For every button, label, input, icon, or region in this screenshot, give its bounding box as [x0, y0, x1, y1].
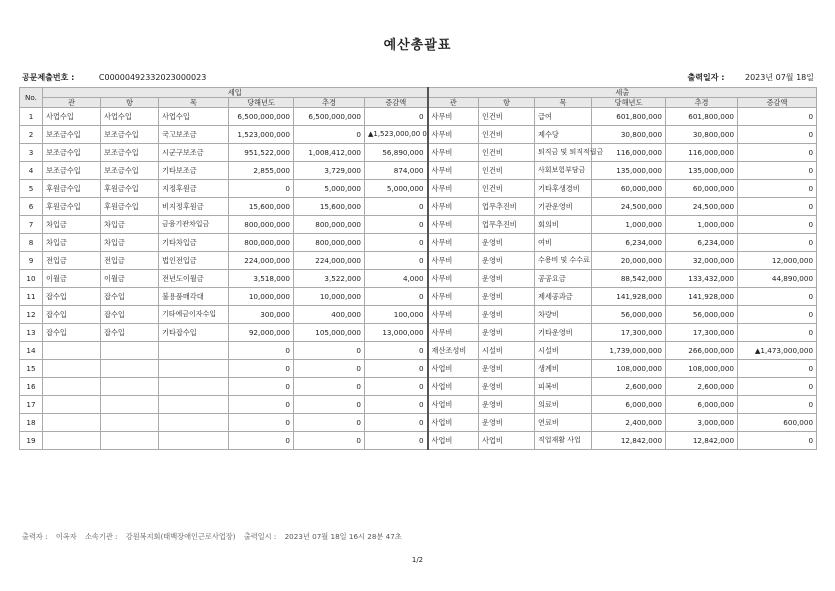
expense-gwan-cell: 사무비	[428, 180, 479, 198]
income-mok-cell: 사업수입	[159, 108, 229, 126]
income-gwan-cell: 잡수입	[43, 324, 101, 342]
expense-hang-cell: 운영비	[479, 288, 535, 306]
row-number: 7	[20, 216, 43, 234]
expense-mok-cell: 생계비	[535, 360, 592, 378]
expense-mok-cell: 차량비	[535, 306, 592, 324]
income-hang-cell	[101, 414, 159, 432]
org-value: 강원복지회(태백장애인근로사업장)	[125, 532, 236, 541]
expense-mok-cell: 의료비	[535, 396, 592, 414]
expense-gwan-cell: 사무비	[428, 126, 479, 144]
expense-mok-cell: 기타운영비	[535, 324, 592, 342]
income-gwan-cell: 보조금수입	[43, 126, 101, 144]
table-row	[20, 144, 817, 162]
income-change-cell: 0	[365, 216, 428, 234]
expense-current-cell: 1,000,000	[592, 216, 666, 234]
expense-gwan-cell: 사업비	[428, 432, 479, 450]
expense-supplementary-cell: 6,000,000	[666, 396, 738, 414]
expense-change-cell: 0	[738, 198, 817, 216]
income-change-cell: 0	[365, 360, 428, 378]
income-current-cell: 1,523,000,000	[229, 126, 294, 144]
income-change-cell: 0	[365, 234, 428, 252]
table-row	[20, 360, 817, 378]
income-mok-cell: 시군구보조금	[159, 144, 229, 162]
row-number: 15	[20, 360, 43, 378]
income-change-cell: 0	[365, 342, 428, 360]
expense-supplementary-cell: 24,500,000	[666, 198, 738, 216]
page-number: 1/2	[411, 556, 424, 564]
income-current-cell: 0	[229, 396, 294, 414]
income-supplementary-cell: 6,500,000,000	[294, 108, 365, 126]
expense-hang-cell: 운영비	[479, 306, 535, 324]
row-number: 5	[20, 180, 43, 198]
expense-current-cell: 12,842,000	[592, 432, 666, 450]
income-gwan-cell: 사업수입	[43, 108, 101, 126]
expense-mok-cell: 공공요금	[535, 270, 592, 288]
expense-gwan-cell: 사무비	[428, 306, 479, 324]
income-mok-cell: 금융기관차입금	[159, 216, 229, 234]
print-time-label: 출력일시 :	[243, 532, 277, 541]
expense-mok-cell: 퇴직금 및 퇴직적립금	[535, 144, 592, 162]
expense-change-cell: 44,890,000	[738, 270, 817, 288]
income-hang-cell: 보조금수입	[101, 144, 159, 162]
expense-gwan-cell: 사업비	[428, 378, 479, 396]
income-supplementary-cell: 10,000,000	[294, 288, 365, 306]
table-row	[20, 252, 817, 270]
row-number: 6	[20, 198, 43, 216]
expense-supplementary-cell: 3,000,000	[666, 414, 738, 432]
header-income-supplementary: 추경	[294, 98, 365, 108]
income-hang-cell	[101, 396, 159, 414]
header-income: 세입	[43, 88, 428, 98]
income-current-cell: 800,000,000	[229, 234, 294, 252]
expense-supplementary-cell: 17,300,000	[666, 324, 738, 342]
expense-hang-cell: 운영비	[479, 378, 535, 396]
income-current-cell: 300,000	[229, 306, 294, 324]
row-number: 3	[20, 144, 43, 162]
income-mok-cell: 기타차입금	[159, 234, 229, 252]
income-hang-cell: 이월금	[101, 270, 159, 288]
table-row	[20, 396, 817, 414]
printer-label: 출력자 :	[22, 532, 48, 541]
income-current-cell: 6,500,000,000	[229, 108, 294, 126]
income-hang-cell: 보조금수입	[101, 126, 159, 144]
header-income-current: 당해년도	[229, 98, 294, 108]
expense-gwan-cell: 사업비	[428, 360, 479, 378]
row-number: 11	[20, 288, 43, 306]
income-hang-cell: 후원금수입	[101, 180, 159, 198]
org-label: 소속기관 :	[84, 532, 118, 541]
income-change-cell: 0	[365, 108, 428, 126]
income-supplementary-cell: 105,000,000	[294, 324, 365, 342]
expense-supplementary-cell: 1,000,000	[666, 216, 738, 234]
expense-gwan-cell: 사무비	[428, 216, 479, 234]
expense-change-cell: 0	[738, 378, 817, 396]
income-current-cell: 0	[229, 432, 294, 450]
print-time-value: 2023년 07월 18일 16시 28분 47초	[284, 532, 402, 541]
income-current-cell: 2,855,000	[229, 162, 294, 180]
header-expense-supplementary: 추경	[666, 98, 738, 108]
income-gwan-cell	[43, 414, 101, 432]
expense-change-cell: 0	[738, 162, 817, 180]
income-hang-cell: 전입금	[101, 252, 159, 270]
table-row	[20, 270, 817, 288]
income-mok-cell: 기타보조금	[159, 162, 229, 180]
income-supplementary-cell: 0	[294, 360, 365, 378]
expense-mok-cell: 제수당	[535, 126, 592, 144]
table-row	[20, 162, 817, 180]
expense-hang-cell: 인건비	[479, 180, 535, 198]
expense-change-cell: 600,000	[738, 414, 817, 432]
expense-gwan-cell: 사무비	[428, 144, 479, 162]
income-change-cell: 4,000	[365, 270, 428, 288]
expense-change-cell: 0	[738, 216, 817, 234]
income-gwan-cell: 보조금수입	[43, 144, 101, 162]
income-gwan-cell	[43, 342, 101, 360]
income-current-cell: 10,000,000	[229, 288, 294, 306]
expense-mok-cell: 여비	[535, 234, 592, 252]
expense-mok-cell: 수용비 및 수수료	[535, 252, 592, 270]
table-row	[20, 180, 817, 198]
income-supplementary-cell: 0	[294, 126, 365, 144]
expense-supplementary-cell: 116,000,000	[666, 144, 738, 162]
expense-change-cell: 12,000,000	[738, 252, 817, 270]
expense-hang-cell: 업무추진비	[479, 198, 535, 216]
document-number	[22, 72, 206, 83]
table-row	[20, 216, 817, 234]
table-row	[20, 342, 817, 360]
income-supplementary-cell: 0	[294, 378, 365, 396]
expense-hang-cell: 운영비	[479, 252, 535, 270]
income-change-cell: 0	[365, 288, 428, 306]
table-row	[20, 306, 817, 324]
row-number: 13	[20, 324, 43, 342]
income-gwan-cell	[43, 360, 101, 378]
income-supplementary-cell: 3,729,000	[294, 162, 365, 180]
income-gwan-cell	[43, 378, 101, 396]
expense-supplementary-cell: 2,600,000	[666, 378, 738, 396]
income-gwan-cell: 후원금수입	[43, 198, 101, 216]
income-mok-cell	[159, 378, 229, 396]
income-current-cell: 0	[229, 360, 294, 378]
expense-hang-cell: 운영비	[479, 360, 535, 378]
expense-current-cell: 24,500,000	[592, 198, 666, 216]
row-number: 1	[20, 108, 43, 126]
expense-current-cell: 135,000,000	[592, 162, 666, 180]
table-row	[20, 288, 817, 306]
expense-hang-cell: 인건비	[479, 162, 535, 180]
expense-gwan-cell: 사무비	[428, 270, 479, 288]
income-hang-cell: 잡수입	[101, 324, 159, 342]
expense-hang-cell: 운영비	[479, 234, 535, 252]
expense-current-cell: 20,000,000	[592, 252, 666, 270]
income-supplementary-cell: 3,522,000	[294, 270, 365, 288]
income-gwan-cell: 차입금	[43, 234, 101, 252]
expense-current-cell: 6,234,000	[592, 234, 666, 252]
table-row	[20, 234, 817, 252]
income-change-cell: 5,000,000	[365, 180, 428, 198]
expense-gwan-cell: 사무비	[428, 234, 479, 252]
expense-current-cell: 17,300,000	[592, 324, 666, 342]
income-supplementary-cell: 400,000	[294, 306, 365, 324]
expense-gwan-cell: 사무비	[428, 252, 479, 270]
header-expense-current: 당해년도	[592, 98, 666, 108]
income-gwan-cell: 후원금수입	[43, 180, 101, 198]
expense-gwan-cell: 사무비	[428, 288, 479, 306]
expense-mok-cell: 피복비	[535, 378, 592, 396]
expense-mok-cell: 시설비	[535, 342, 592, 360]
expense-supplementary-cell: 601,800,000	[666, 108, 738, 126]
expense-supplementary-cell: 30,800,000	[666, 126, 738, 144]
income-change-cell: 100,000	[365, 306, 428, 324]
row-number: 12	[20, 306, 43, 324]
expense-current-cell: 601,800,000	[592, 108, 666, 126]
income-current-cell: 0	[229, 414, 294, 432]
income-mok-cell: 국고보조금	[159, 126, 229, 144]
expense-gwan-cell: 사무비	[428, 162, 479, 180]
print-date-value: 2023년 07월 18일	[745, 73, 814, 82]
expense-change-cell: 0	[738, 144, 817, 162]
income-mok-cell: 법인전입금	[159, 252, 229, 270]
expense-current-cell: 30,800,000	[592, 126, 666, 144]
income-mok-cell	[159, 414, 229, 432]
income-supplementary-cell: 0	[294, 414, 365, 432]
table-row	[20, 432, 817, 450]
expense-change-cell: 0	[738, 360, 817, 378]
row-number: 14	[20, 342, 43, 360]
expense-current-cell: 141,928,000	[592, 288, 666, 306]
income-gwan-cell: 보조금수입	[43, 162, 101, 180]
expense-change-cell: 0	[738, 288, 817, 306]
table-row	[20, 378, 817, 396]
expense-supplementary-cell: 133,432,000	[666, 270, 738, 288]
income-supplementary-cell: 15,600,000	[294, 198, 365, 216]
income-supplementary-cell: 0	[294, 396, 365, 414]
income-gwan-cell: 이월금	[43, 270, 101, 288]
table-row	[20, 126, 817, 144]
expense-change-cell: ▲1,473,000,000	[738, 342, 817, 360]
expense-hang-cell: 사업비	[479, 432, 535, 450]
expense-mok-cell: 직업재활 사업	[535, 432, 592, 450]
income-current-cell: 92,000,000	[229, 324, 294, 342]
expense-hang-cell: 운영비	[479, 414, 535, 432]
expense-change-cell: 0	[738, 306, 817, 324]
income-current-cell: 224,000,000	[229, 252, 294, 270]
income-hang-cell: 차입금	[101, 234, 159, 252]
table-row	[20, 414, 817, 432]
income-gwan-cell	[43, 432, 101, 450]
expense-mok-cell: 연료비	[535, 414, 592, 432]
expense-supplementary-cell: 56,000,000	[666, 306, 738, 324]
income-current-cell: 0	[229, 378, 294, 396]
print-info-footer	[22, 532, 408, 542]
expense-hang-cell: 인건비	[479, 108, 535, 126]
expense-change-cell: 0	[738, 324, 817, 342]
expense-gwan-cell: 사무비	[428, 198, 479, 216]
expense-current-cell: 6,000,000	[592, 396, 666, 414]
income-hang-cell: 후원금수입	[101, 198, 159, 216]
income-mok-cell	[159, 432, 229, 450]
income-gwan-cell	[43, 396, 101, 414]
row-number: 9	[20, 252, 43, 270]
income-current-cell: 0	[229, 342, 294, 360]
expense-supplementary-cell: 141,928,000	[666, 288, 738, 306]
expense-current-cell: 108,000,000	[592, 360, 666, 378]
expense-change-cell: 0	[738, 180, 817, 198]
income-gwan-cell: 전입금	[43, 252, 101, 270]
budget-summary-table	[19, 87, 817, 450]
income-gwan-cell: 차입금	[43, 216, 101, 234]
expense-mok-cell: 급여	[535, 108, 592, 126]
expense-current-cell: 1,739,000,000	[592, 342, 666, 360]
header-expense-hang: 항	[479, 98, 535, 108]
row-number: 18	[20, 414, 43, 432]
income-current-cell: 15,600,000	[229, 198, 294, 216]
income-current-cell: 3,518,000	[229, 270, 294, 288]
income-hang-cell	[101, 378, 159, 396]
expense-gwan-cell: 사무비	[428, 108, 479, 126]
income-mok-cell	[159, 396, 229, 414]
header-expense-change: 증감액	[738, 98, 817, 108]
expense-current-cell: 60,000,000	[592, 180, 666, 198]
header-expense-mok: 목	[535, 98, 592, 108]
expense-current-cell: 116,000,000	[592, 144, 666, 162]
income-change-cell: 0	[365, 432, 428, 450]
income-mok-cell: 비지정후원금	[159, 198, 229, 216]
income-mok-cell: 전년도이월금	[159, 270, 229, 288]
expense-supplementary-cell: 12,842,000	[666, 432, 738, 450]
income-change-cell: 0	[365, 396, 428, 414]
expense-hang-cell: 인건비	[479, 144, 535, 162]
row-number: 17	[20, 396, 43, 414]
expense-mok-cell: 제세공과금	[535, 288, 592, 306]
income-supplementary-cell: 1,008,412,000	[294, 144, 365, 162]
income-supplementary-cell: 0	[294, 342, 365, 360]
income-mok-cell: 불용품매각대	[159, 288, 229, 306]
income-mok-cell: 기타잡수입	[159, 324, 229, 342]
income-hang-cell	[101, 432, 159, 450]
income-current-cell: 800,000,000	[229, 216, 294, 234]
income-gwan-cell: 잡수입	[43, 288, 101, 306]
income-supplementary-cell: 5,000,000	[294, 180, 365, 198]
expense-current-cell: 88,542,000	[592, 270, 666, 288]
expense-mok-cell: 기관운영비	[535, 198, 592, 216]
income-hang-cell: 잡수입	[101, 288, 159, 306]
expense-mok-cell: 기타후생경비	[535, 180, 592, 198]
document-number-value: C00000492332023000023	[98, 73, 207, 82]
page-title: 예산총괄표	[383, 38, 452, 53]
income-supplementary-cell: 800,000,000	[294, 216, 365, 234]
expense-supplementary-cell: 108,000,000	[666, 360, 738, 378]
income-supplementary-cell: 800,000,000	[294, 234, 365, 252]
expense-change-cell: 0	[738, 432, 817, 450]
expense-gwan-cell: 재산조성비	[428, 342, 479, 360]
income-change-cell: 0	[365, 378, 428, 396]
income-current-cell: 0	[229, 180, 294, 198]
row-number: 2	[20, 126, 43, 144]
income-current-cell: 951,522,000	[229, 144, 294, 162]
income-change-cell: 874,000	[365, 162, 428, 180]
income-mok-cell: 기타예금이자수입	[159, 306, 229, 324]
income-hang-cell	[101, 360, 159, 378]
header-expense: 세출	[428, 88, 817, 98]
expense-hang-cell: 운영비	[479, 324, 535, 342]
expense-supplementary-cell: 60,000,000	[666, 180, 738, 198]
income-hang-cell: 차입금	[101, 216, 159, 234]
income-hang-cell: 잡수입	[101, 306, 159, 324]
income-supplementary-cell: 224,000,000	[294, 252, 365, 270]
income-change-cell: 0	[365, 198, 428, 216]
expense-hang-cell: 시설비	[479, 342, 535, 360]
expense-hang-cell: 운영비	[479, 396, 535, 414]
income-hang-cell: 보조금수입	[101, 162, 159, 180]
income-hang-cell	[101, 342, 159, 360]
expense-supplementary-cell: 135,000,000	[666, 162, 738, 180]
expense-supplementary-cell: 6,234,000	[666, 234, 738, 252]
income-hang-cell: 사업수입	[101, 108, 159, 126]
expense-hang-cell: 인건비	[479, 126, 535, 144]
table-row	[20, 198, 817, 216]
expense-supplementary-cell: 266,000,000	[666, 342, 738, 360]
row-number: 16	[20, 378, 43, 396]
header-income-mok: 목	[159, 98, 229, 108]
printer-value: 이옥자	[55, 532, 77, 541]
expense-hang-cell: 운영비	[479, 270, 535, 288]
expense-change-cell: 0	[738, 396, 817, 414]
expense-current-cell: 56,000,000	[592, 306, 666, 324]
income-mok-cell	[159, 360, 229, 378]
expense-hang-cell: 업무추진비	[479, 216, 535, 234]
table-row	[20, 108, 817, 126]
income-change-cell: ▲1,523,000,00 0	[365, 126, 428, 144]
income-mok-cell	[159, 342, 229, 360]
header-income-change: 증감액	[365, 98, 428, 108]
income-change-cell: 0	[365, 252, 428, 270]
header-no: No.	[20, 88, 43, 108]
print-date	[688, 72, 814, 83]
header-income-hang: 항	[101, 98, 159, 108]
expense-change-cell: 0	[738, 108, 817, 126]
income-supplementary-cell: 0	[294, 432, 365, 450]
expense-mok-cell: 사회보험부담금	[535, 162, 592, 180]
header-income-gwan: 관	[43, 98, 101, 108]
document-number-label: 공문제출번호 :	[22, 73, 75, 82]
row-number: 4	[20, 162, 43, 180]
expense-current-cell: 2,400,000	[592, 414, 666, 432]
expense-current-cell: 2,600,000	[592, 378, 666, 396]
income-change-cell: 13,000,000	[365, 324, 428, 342]
table-row	[20, 324, 817, 342]
expense-gwan-cell: 사업비	[428, 396, 479, 414]
income-change-cell: 0	[365, 414, 428, 432]
income-gwan-cell: 잡수입	[43, 306, 101, 324]
expense-change-cell: 0	[738, 234, 817, 252]
header-expense-gwan: 관	[428, 98, 479, 108]
expense-change-cell: 0	[738, 126, 817, 144]
expense-gwan-cell: 사업비	[428, 414, 479, 432]
expense-gwan-cell: 사무비	[428, 324, 479, 342]
expense-mok-cell: 회의비	[535, 216, 592, 234]
row-number: 8	[20, 234, 43, 252]
income-change-cell: 56,890,000	[365, 144, 428, 162]
income-mok-cell: 지정후원금	[159, 180, 229, 198]
row-number: 19	[20, 432, 43, 450]
print-date-label: 출력일자 :	[687, 73, 725, 82]
expense-supplementary-cell: 32,000,000	[666, 252, 738, 270]
row-number: 10	[20, 270, 43, 288]
